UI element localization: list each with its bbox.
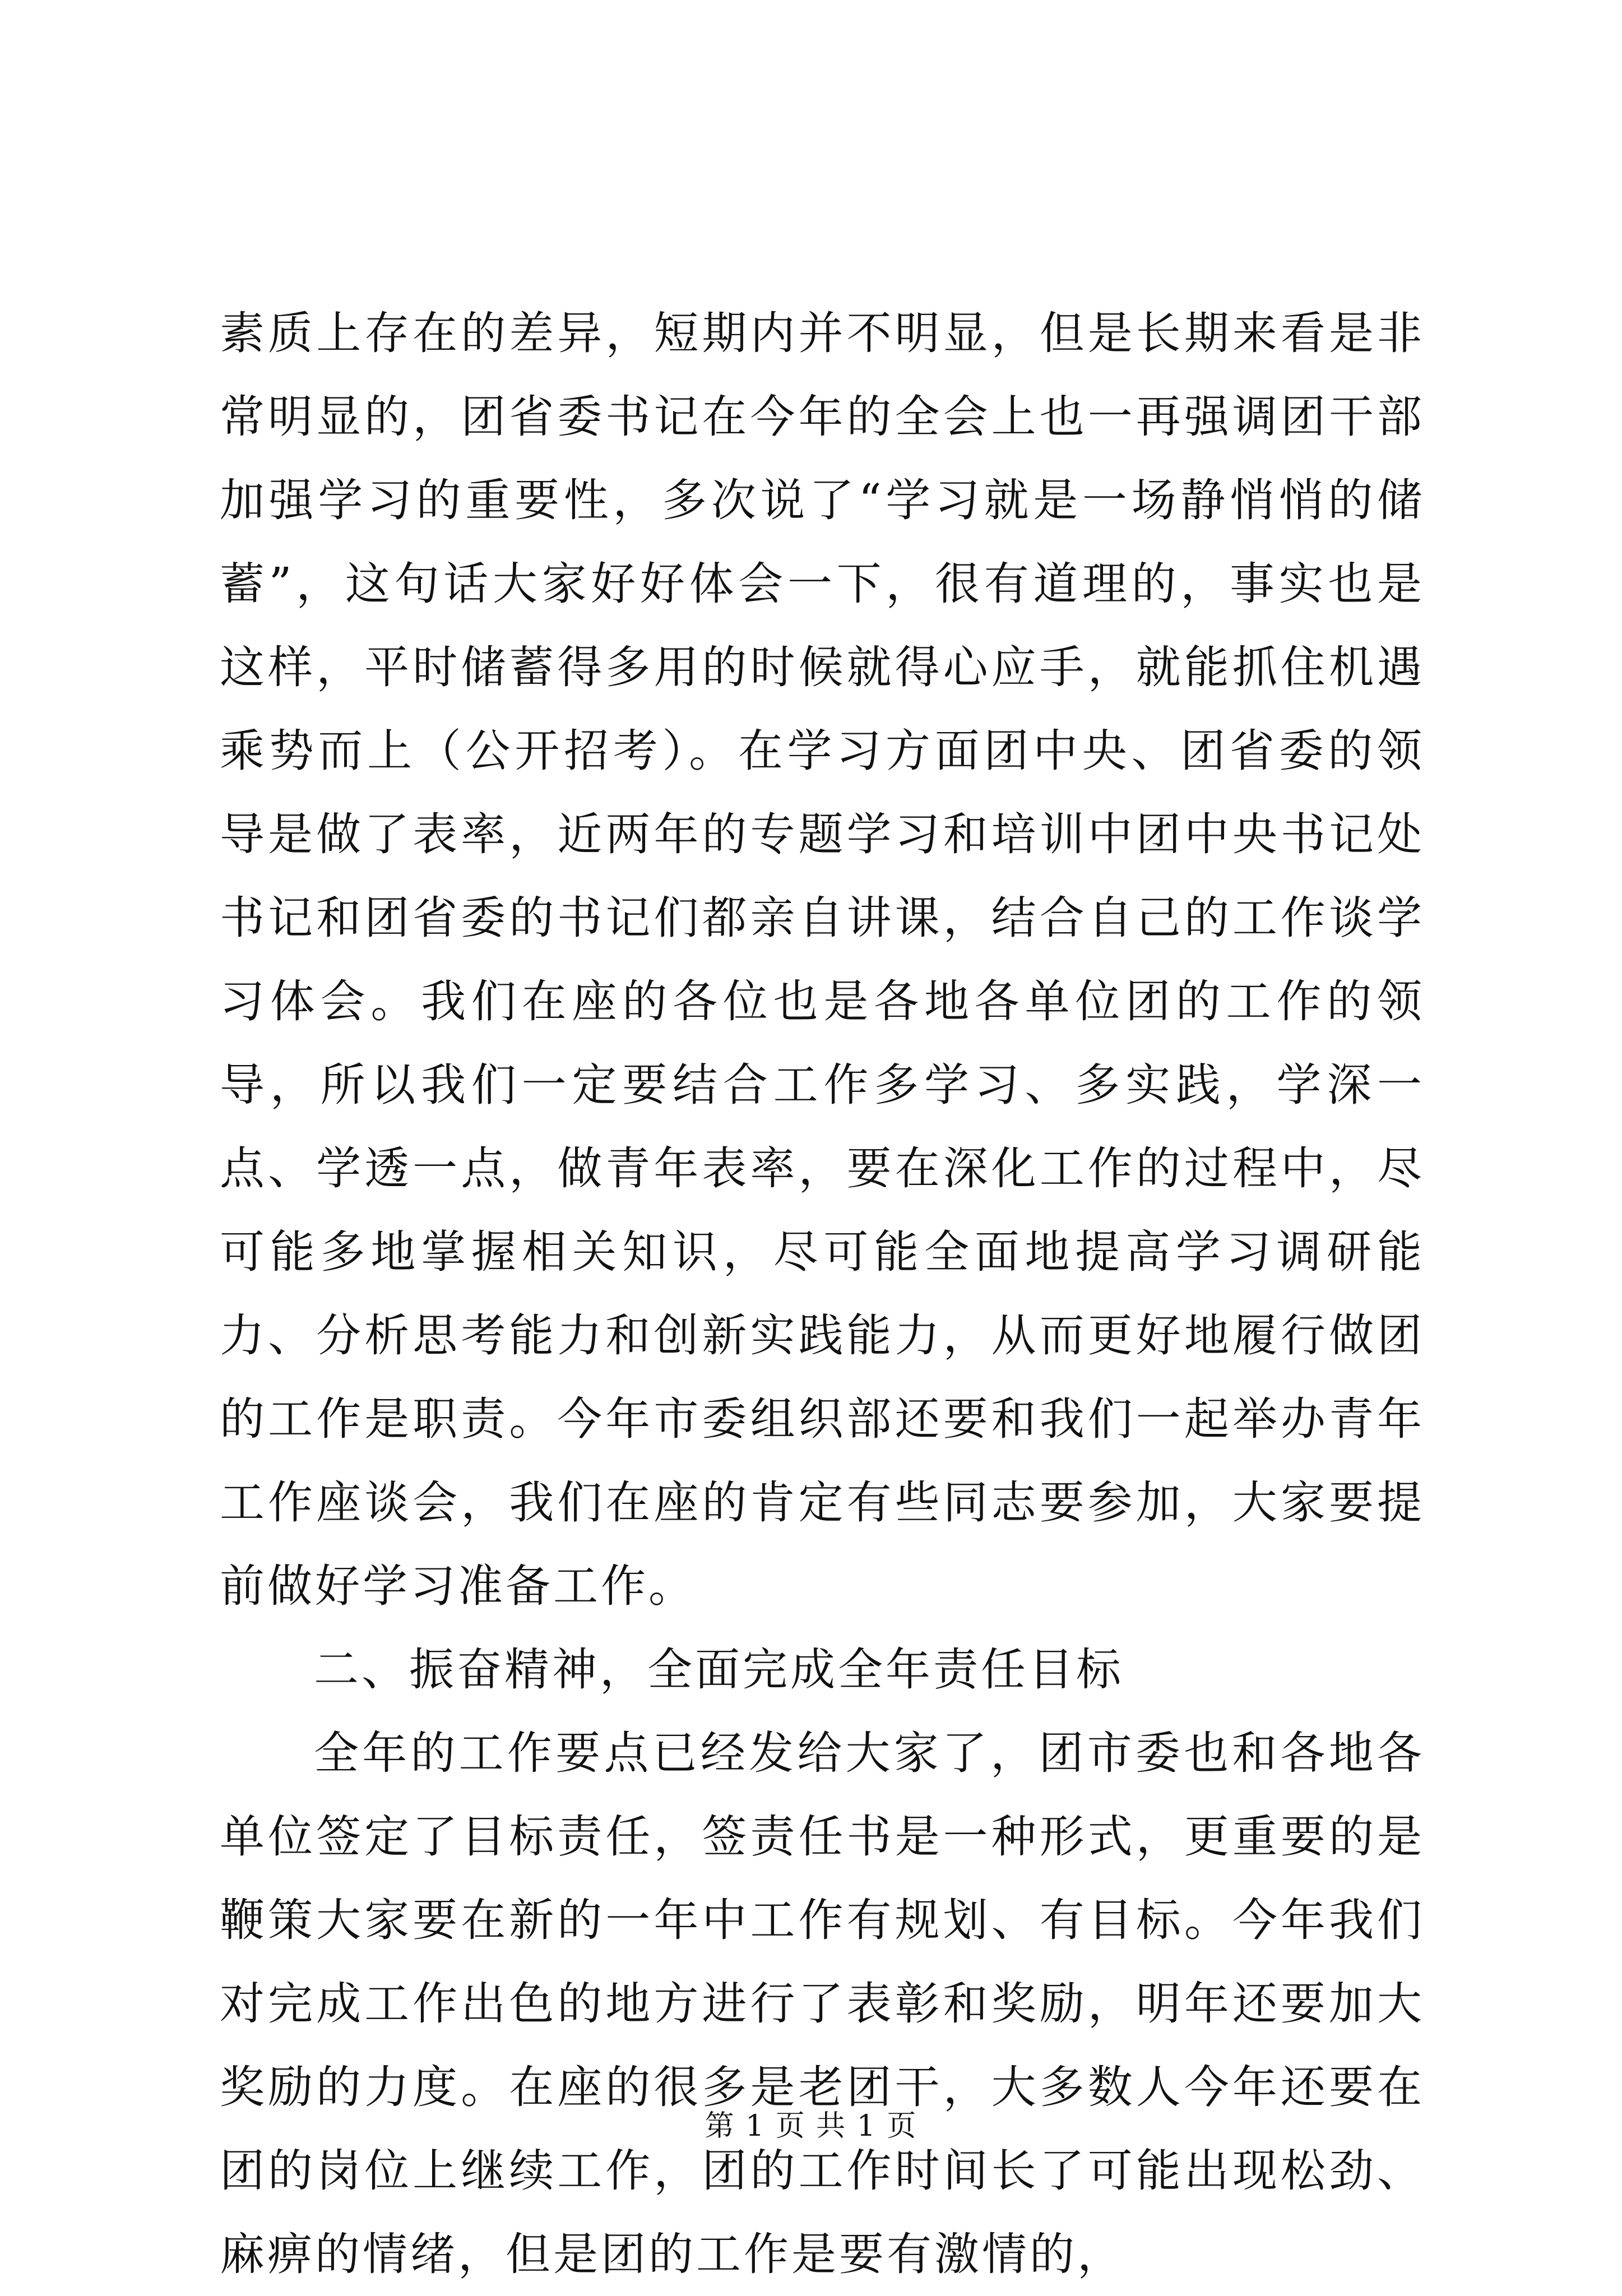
section-heading: 二、振奋精神，全面完成全年责任目标: [314, 1644, 1124, 1696]
paragraph-continuation: 素质上存在的差异，短期内并不明显，但是长期来看是非常明显的，团省委书记在今年的全会上也一再强调团干部加强学习的重要性，多次说了“学习就是一场静悄悄的储蓄”，这句话大家好好体会一下，很有道理的，事实也是这样，平时储蓄得多用的时候就得心应手，就能抓住机遇乘势而上（公开招考）。在学习方面团中央、团省委的领导是做了表率，近两年的专题学习和培训中团中央书记处书记和团省委的书记们都亲自讲课，结合自己的工作谈学习体会。我们在座的各位也是各地各单位团的工作的领导，所以我们一定要结合工作多学习、多实践，学深一点、学透一点，做青年表率，要在深化工作的过程中，尽可能多地掌握相关知识，尽可能全面地提高学习调研能力、分析思考能力和创新实践能力，从而更好地履行做团的工作是职责。今年市委组织部还要和我们一起举办青年工作座谈会，我们在座的肯定有些同志要参加，大家要提前做好学习准备工作。: [220, 307, 1425, 1612]
paragraph: 全年的工作要点已经发给大家了，团市委也和各地各单位签定了目标责任，签责任书是一种形式，更重要的是鞭策大家要在新的一年中工作有规划、有目标。今年我们对完成工作出色的地方进行了表彰和奖励，明年还要加大奖励的力度。在座的很多是老团干，大多数人今年还要在团的岗位上继续工作，团的工作时间长了可能出现松劲、麻痹的情绪，但是团的工作是要有激情的，: [220, 1727, 1425, 2280]
page-number-footer: 第 1 页 共 1 页: [705, 2109, 917, 2143]
document-body: [220, 291, 1425, 2296]
